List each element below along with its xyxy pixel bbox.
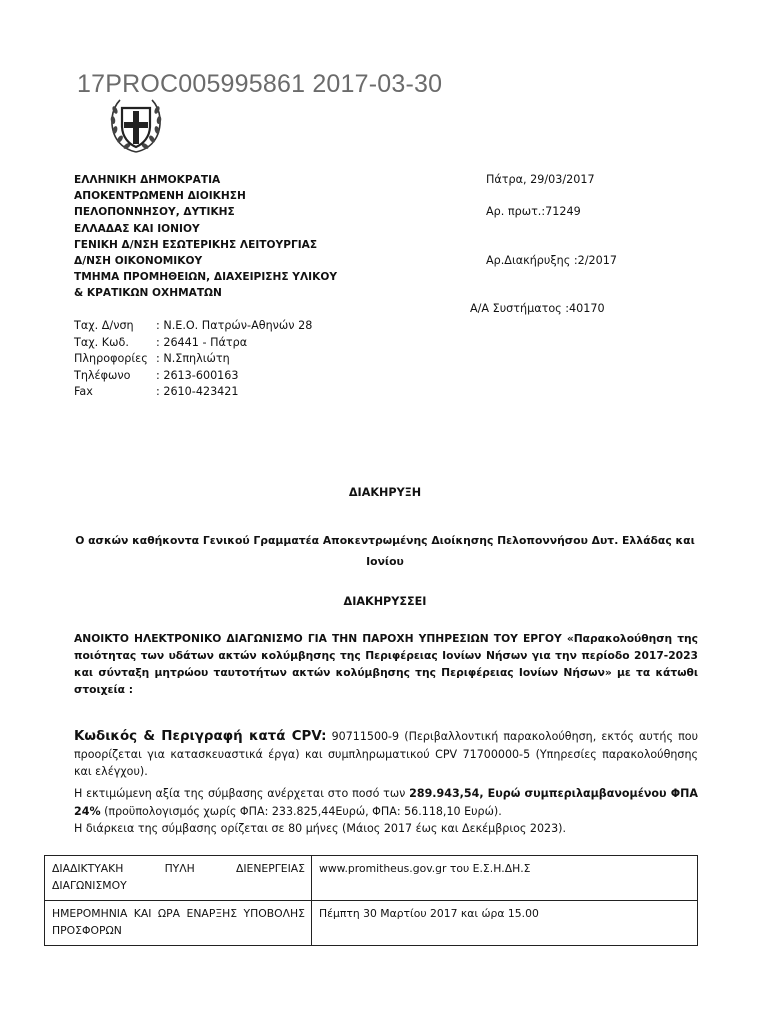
cpv-paragraph (74, 728, 698, 781)
contact-row (74, 351, 312, 368)
contact-value: : 2610-423421 (156, 385, 239, 399)
contact-value: : 2613-600163 (156, 368, 239, 382)
contact-row (74, 384, 312, 401)
issuer-line: & ΚΡΑΤΙΚΩΝ ΟΧΗΜΑΤΩΝ (74, 287, 222, 300)
contract-value-paragraph (74, 785, 698, 820)
tender-subject: ΑΝΟΙΚΤΟ ΗΛΕΚΤΡΟΝΙΚΟ ΔΙΑΓΩΝΙΣΜΟ ΓΙΑ ΤΗΝ ΠΑΡΟΧΗ ΥΠΗΡΕΣΙΩΝ ΤΟΥ ΕΡΓΟΥ «Παρακολούθηση της ποιότητας των υδάτων ακτών κολύμβησης της Περιφέρειας Ιονίων Νήσων για την περίοδο 2017-2023 και σύνταξη μητρώου ταυτοτήτων ακτών κολύμβησης της Περιφέρειας Ιονίων Νήσων» με τα κάτωθι στοιχεία : (74, 632, 698, 696)
value-prefix: Η εκτιμώμενη αξία της σύμβασης ανέρχεται στο ποσό των (74, 787, 410, 800)
table-row (45, 856, 698, 901)
greek-coat-of-arms-icon (106, 96, 166, 156)
contact-label: Ταχ. Δ/νση (74, 319, 134, 332)
contact-details (74, 318, 312, 401)
issuer-line: ΓΕΝΙΚΗ Δ/ΝΣΗ ΕΣΩΤΕΡΙΚΗΣ ΛΕΙΤΟΥΡΓΙΑΣ (74, 238, 318, 251)
system-number: Α/Α Συστήματος :40170 (470, 302, 605, 315)
declares-heading: ΔΙΑΚΗΡΥΣΣΕΙ (343, 595, 427, 608)
value-suffix: (προϋπολογισμός χωρίς ΦΠΑ: 233.825,44Ευρώ, ΦΠΑ: 56.118,10 Ευρώ). (100, 804, 502, 818)
issuer-line: ΠΕΛΟΠΟΝΝΗΣΟΥ, ΔΥΤΙΚΗΣ (74, 206, 235, 219)
authority-statement: Ο ασκών καθήκοντα Γενικού Γραμματέα Αποκεντρωμένης Διοίκησης Πελοποννήσου Δυτ. Ελλάδας και Ιονίου (75, 534, 695, 568)
contact-label: Τηλέφωνο (74, 368, 131, 382)
issuer-line: ΕΛΛΗΝΙΚΗ ΔΗΜΟΚΡΑΤΙΑ (74, 174, 221, 186)
table-row (45, 901, 698, 946)
cpv-label: Κωδικός & Περιγραφή κατά CPV: (74, 729, 327, 744)
issuer-line: ΤΜΗΜΑ ΠΡΟΜΗΘΕΙΩΝ, ΔΙΑΧΕΙΡΙΣΗΣ ΥΛΙΚΟΥ (74, 271, 337, 284)
contact-value: : 26441 - Πάτρα (156, 335, 248, 349)
contact-label: Ταχ. Κωδ. (74, 335, 129, 349)
cpv-text: 90711500-9 (Περιβαλλοντική παρακολούθηση, εκτός αυτής που προορίζεται για κατασκευαστικά έργα) και συμπληρωματικού CPV 71700000-5 (Υπηρεσίες παρακολούθησης και ελέγχου). (74, 730, 698, 778)
contact-row (74, 318, 312, 335)
contact-value: : Ν.Ε.Ο. Πατρών-Αθηνών 28 (156, 319, 313, 332)
issuer-line: Δ/ΝΣΗ ΟΙΚΟΝΟΜΙΚΟΥ (74, 255, 203, 268)
issuer-block (74, 172, 337, 302)
issuer-line: ΕΛΛΑΔΑΣ ΚΑΙ ΙΟΝΙΟΥ (74, 222, 200, 235)
issuer-line: ΑΠΟΚΕΝΤΡΩΜΕΝΗ ΔΙΟΙΚΗΣΗ (74, 190, 246, 203)
contact-value: : Ν.Σπηλιώτη (156, 352, 230, 366)
table-value: Πέμπτη 30 Μαρτίου 2017 και ώρα 15.00 (312, 901, 698, 946)
value-amount: 289.943,54, Ευρώ συμπεριλαμβανομένου ΦΠΑ 24% (74, 787, 698, 818)
table-key: ΗΜΕΡΟΜΗΝΙΑ ΚΑΙ ΩΡΑ ΕΝΑΡΞΗΣ ΥΠΟΒΟΛΗΣ ΠΡΟΣΦΟΡΩΝ (45, 901, 312, 946)
contact-label: Fax (74, 385, 93, 399)
table-key: ΔΙΑΔΙΚΤΥΑΚΗ ΠΥΛΗ ΔΙΕΝΕΡΓΕΙΑΣ ΔΙΑΓΩΝΙΣΜΟΥ (45, 856, 312, 901)
contract-duration: Η διάρκεια της σύμβασης ορίζεται σε 80 μήνες (Μάιος 2017 έως και Δεκέμβριος 2023). (74, 822, 567, 835)
contact-row (74, 368, 312, 385)
table-value: www.promitheus.gov.gr του Ε.Σ.Η.ΔΗ.Σ (312, 856, 698, 901)
tender-info-table (44, 855, 698, 946)
contact-label: Πληροφορίες (74, 352, 148, 366)
document-stamp: 17PROC005995861 2017-03-30 (77, 70, 443, 98)
document-heading: ΔΙΑΚΗΡΥΞΗ (348, 486, 422, 499)
place-date: Πάτρα, 29/03/2017 (486, 173, 595, 186)
notice-number: Αρ.Διακήρυξης :2/2017 (486, 254, 617, 267)
protocol-number: Αρ. πρωτ.:71249 (486, 205, 581, 218)
contact-row (74, 335, 312, 352)
